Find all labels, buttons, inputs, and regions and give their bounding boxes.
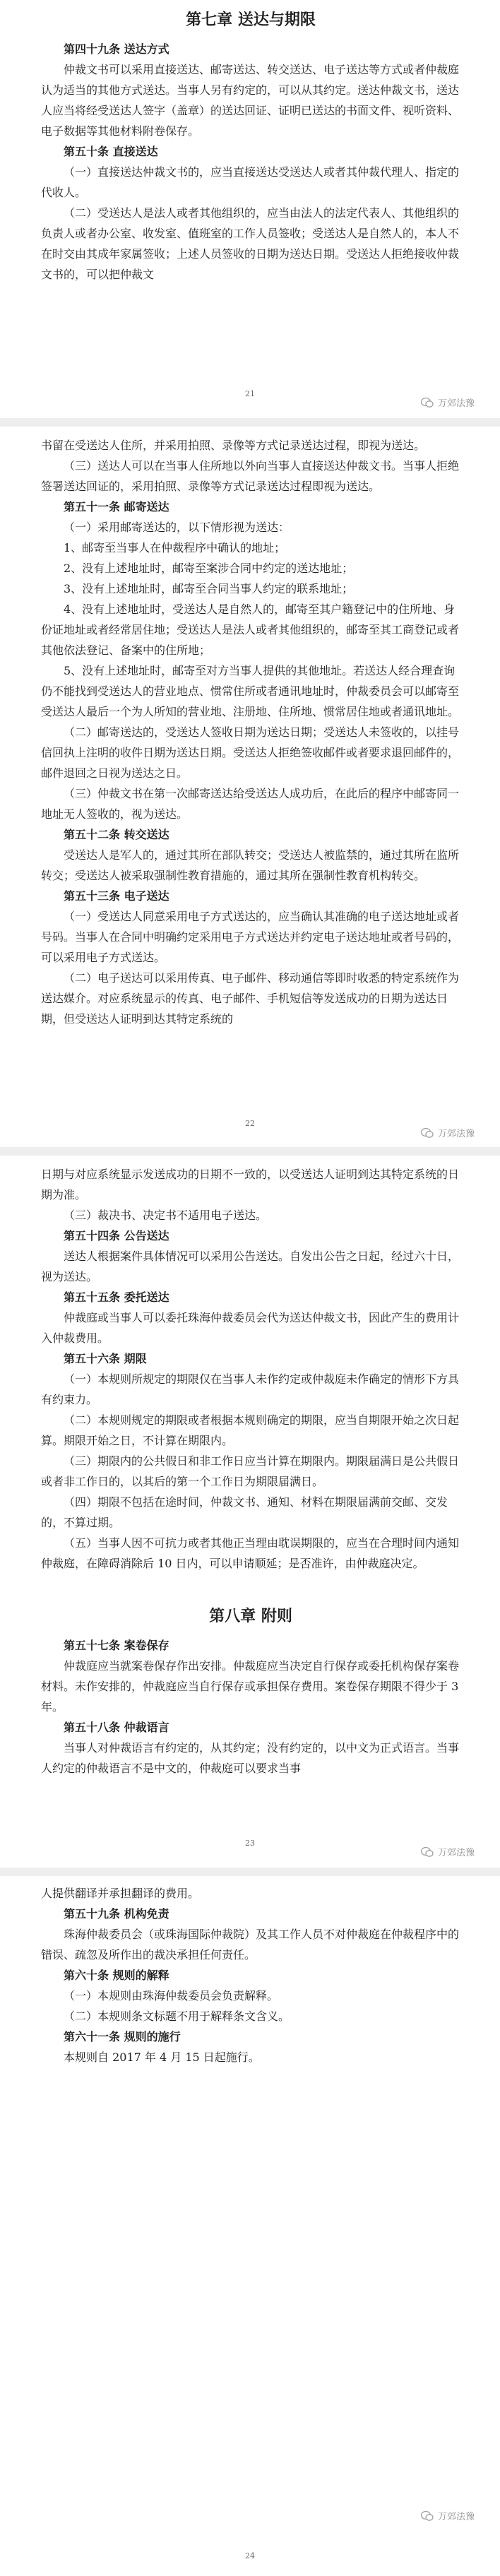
paragraph: 珠海仲裁委员会（或珠海国际仲裁院）及其工作人员不对仲裁庭在仲裁程序中的错误、疏忽及所作出的裁决承担任何责任。 [41,1928,460,1961]
paragraph: 1、邮寄至当事人在仲裁程序中确认的地址； [64,541,286,554]
paragraph: （二）受送达人是法人或者其他组织的，应当由法人的法定代表人、其他组织的负责人或者办公室、收发室、值班室的工作人员签收；受送达人是自然人的，本人不在时交由其成年家属签收；上述人员签收的日期为送达日期。受送达人拒绝接收仲裁文书的，可以把仲裁文 [41,206,460,281]
page-number: 24 [245,2551,255,2560]
paragraph: （一）受送达人同意采用电子方式送达的，应当确认其准确的电子送达地址或者号码。当事人在合同中明确约定采用电子方式送达并约定电子送达地址或者号码的，可以采用电子方式送达。 [41,910,460,964]
article-heading: 第五十三条 电子送达 [64,889,169,903]
article-heading: 第五十八条 仲裁语言 [64,1721,169,1734]
paragraph: （二）本规则规定的期限或者根据本规则确定的期限，应当自期限开始之次日起算。期限开始之日，不计算在期限内。 [41,1413,460,1447]
page-text [41,1883,460,2067]
paragraph: 本规则自 2017 年 4 月 15 日起施行。 [64,2050,260,2064]
paragraph: 受送达人是军人的，通过其所在部队转交；受送达人被监禁的，通过其所在监所转交；受送达人被采取强制性教育措施的，通过其所在强制性教育机构转交。 [41,848,460,882]
paragraph: （五）当事人因不可抗力或者其他正当理由耽误期限的，应当在合理时间内通知仲裁庭，在障碍消除后 10 日内，可以申请顺延；是否准许，由仲裁庭决定。 [41,1536,460,1570]
article-heading: 第六十条 规则的解释 [64,1969,169,1982]
paragraph: 3、没有上述地址时，邮寄至合同当事人约定的联系地址； [64,582,354,595]
page-text [41,1164,460,1779]
watermark [421,396,475,409]
page-gap [0,1868,500,1876]
watermark [421,2509,475,2522]
paragraph: （三）仲裁文书在第一次邮寄送达给受送达人成功后，在此后的程序中邮寄同一地址无人签收的，视为送达。 [41,787,460,821]
page-number: 21 [245,389,255,398]
chapter-title: 第七章 送达与期限 [186,11,316,29]
paragraph: 4、没有上述地址时，受送达人是自然人的，邮寄至其户籍登记中的住所地、身份证地址或者经常居住地；受送达人是法人或者其他组织的，邮寄至其工商登记或者其他依法登记、备案中的住所地； [41,603,460,657]
paragraph: （四）期限不包括在途时间，仲裁文书、通知、材料在期限届满前交邮、交发的，不算过期。 [41,1495,448,1529]
paragraph: 仲裁文书可以采用直接送达、邮寄送达、转交送达、电子送达等方式或者仲裁庭认为适当的其他方式送达。当事人另有约定的，可以从其约定。送达仲裁文书，送达人应当将经受送达人签字（盖章）的送达回证、证明已送达的书面文件、视听资料、电子数据等其他材料附卷保存。 [41,63,460,138]
paragraph: （三）送达人可以在当事人住所地以外向当事人直接送达仲裁文书。当事人拒绝签署送达回证的，采用拍照、录像等方式记录送达过程即视为送达。 [41,459,460,493]
article-heading: 第五十条 直接送达 [64,145,158,158]
document-page [0,0,500,418]
paragraph: （三）裁决书、决定书不适用电子送达。 [64,1209,268,1222]
page-gap [0,1147,500,1156]
document-page [0,1156,500,1868]
document-page [0,1876,500,2576]
spacer [41,1574,460,1606]
continued-paragraph: 日期与对应系统显示发送成功的日期不一致的，以受送达人证明到达其特定系统的日期为准。 [41,1168,460,1201]
article-heading: 第五十六条 期限 [64,1352,147,1365]
paragraph: （三）期限内的公共假日和非工作日应当计算在期限内。期限届满日是公共假日或者非工作日的，以其后的第一个工作日为期限届满日。 [41,1454,460,1488]
watermark [421,1845,475,1858]
page-number: 22 [245,1119,255,1128]
paragraph: 仲裁庭或当事人可以委托珠海仲裁委员会代为送达仲裁文书，因此产生的费用计入仲裁费用。 [41,1311,460,1345]
watermark-logo-icon [421,1846,434,1858]
page-text [41,435,460,1029]
article-heading: 第六十一条 规则的施行 [64,2030,181,2043]
watermark-text: 万郊法豫 [437,2512,475,2522]
paragraph: 送达人根据案件具体情况可以采用公告送达。自发出公告之日起，经过六十日，视为送达。 [41,1250,460,1283]
watermark-text: 万郊法豫 [437,1848,475,1858]
paragraph: 仲裁庭应当就案卷保存作出安排。仲裁庭应当决定自行保存或委托机构保存案卷材料。未作安排的，仲裁庭应当自行保存或承担保存费用。案卷保存期限不得少于 3 年。 [41,1659,460,1714]
watermark-text: 万郊法豫 [437,1129,475,1139]
continued-paragraph: 人提供翻译并承担翻译的费用。 [41,1887,200,1900]
paragraph: 5、没有上述地址时，邮寄至对方当事人提供的其他地址。若送达人经合理查询仍不能找到受送达人的营业地点、惯常住所或者通讯地址时，仲裁委员会可以邮寄至受送达人最后一个为人所知的营业地、注册地、住所地、惯常居住地或者通讯地址。 [41,664,460,718]
article-heading: 第五十七条 案卷保存 [64,1639,169,1652]
paragraph: （二）邮寄送达的，受送达人签收日期为送达日期；受送达人未签收的，以挂号信回执上注明的收件日期为送达日期。受送达人拒绝签收邮件或者要求退回邮件的，邮件退回之日视为送达之日。 [41,725,460,780]
page-gap [0,418,500,427]
paragraph: （一）直接送达仲裁文书的，应当直接送达受送达人或者其仲裁代理人、指定的代收人。 [41,165,460,199]
paragraph: 当事人对仲裁语言有约定的，从其约定；没有约定的，以中文为正式语言。当事人约定的仲裁语言不是中文的，仲裁庭可以要求当事 [41,1741,460,1775]
watermark [421,1126,475,1139]
paragraph: （一）本规则由珠海仲裁委员会负责解释。 [64,1989,279,2002]
article-heading: 第五十九条 机构免责 [64,1907,169,1921]
paragraph: （一）本规则所规定的期限仅在当事人未作约定或仲裁庭未作确定的情形下方具有约束力。 [41,1372,460,1406]
document-page [0,427,500,1147]
page-number: 23 [245,1839,255,1848]
article-heading: 第五十五条 委托送达 [64,1290,169,1304]
article-heading: 第四十九条 送达方式 [64,42,169,56]
article-heading: 第五十四条 公告送达 [64,1229,169,1242]
watermark-logo-icon [421,397,434,408]
watermark-logo-icon [421,2510,434,2522]
continued-paragraph: 书留在受送达人住所，并采用拍照、录像等方式记录送达过程，即视为送达。 [41,439,426,452]
article-heading: 第五十二条 转交送达 [64,828,169,841]
paragraph: （一）采用邮寄送达的，以下情形视为送达： [64,521,290,534]
article-heading: 第五十一条 邮寄送达 [64,500,169,514]
paragraph: （二）本规则条文标题不用于解释条文含义。 [64,2010,290,2023]
watermark-text: 万郊法豫 [437,398,475,409]
watermark-logo-icon [421,1127,434,1139]
paragraph: 2、没有上述地址时，邮寄至案涉合同中约定的送达地址； [64,562,354,575]
page-text [41,10,460,285]
chapter-title: 第八章 附则 [209,1607,292,1625]
paragraph: （二）电子送达可以采用传真、电子邮件、移动通信等即时收悉的特定系统作为送达媒介。对应系统显示的传真、电子邮件、手机短信等发送成功的日期为送达日期，但受送达人证明到达其特定系统的 [41,971,460,1026]
